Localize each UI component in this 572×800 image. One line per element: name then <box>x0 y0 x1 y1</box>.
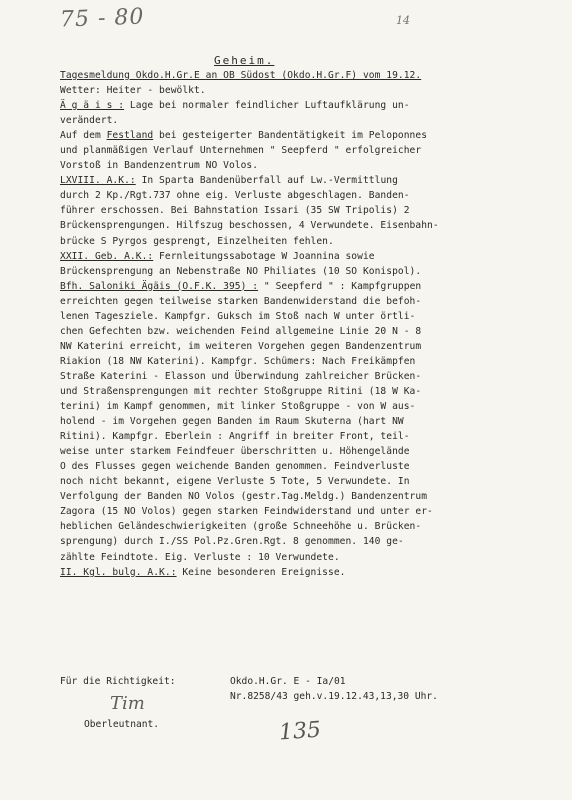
text-line: lenen Tagesziele. Kampfgr. Guksch im Stoß nach W unter örtli- <box>60 310 416 322</box>
line-text: In Sparta Bandenüberfall auf Lw.-Vermittlung <box>135 175 398 187</box>
handwritten-number: 14 <box>396 14 410 27</box>
line-text: " Seepferd " : Kampfgruppen <box>258 280 422 292</box>
text-line <box>60 173 530 188</box>
body-lines <box>60 83 530 580</box>
text-line: durch 2 Kp./Rgt.737 ohne eig. Verluste abgeschlagen. Banden- <box>60 190 410 202</box>
line-text: Fernleitungssabotage W Joannina sowie <box>153 250 375 262</box>
text-line: weise unter starkem Feindfeuer überschritten u. Höhengelände <box>60 446 410 458</box>
text-line <box>60 98 530 113</box>
line-text: Auf dem <box>60 130 107 142</box>
section-label: LXVIII. A.K.: <box>60 175 136 187</box>
text-line: führer erschossen. Bei Bahnstation Issari (35 SW Tripolis) 2 <box>60 205 410 217</box>
text-line <box>60 565 530 580</box>
text-line: verändert. <box>60 115 119 127</box>
text-line: holend - im Vorgehen gegen Banden im Raum Skuterna (hart NW <box>60 416 404 428</box>
document-title: Geheim. <box>214 54 275 67</box>
text-line: und Straßensprengungen mit rechter Stoßgruppe Ritini (18 W Ka- <box>60 385 422 397</box>
text-line: Zagora (15 NO Volos) gegen starken Feindwiderstand und unter er- <box>60 506 433 518</box>
text-line: Wetter: Heiter - bewölkt. <box>60 85 206 97</box>
text-line: Verfolgung der Banden NO Volos (gestr.Tag.Meldg.) Bandenzentrum <box>60 491 428 503</box>
text-line: Brückensprengungen. Hilfszug beschossen, 4 Verwundete. Eisenbahn- <box>60 220 439 232</box>
line-text: Lage bei normaler feindlicher Luftaufklärung un- <box>124 100 410 112</box>
text-line: noch nicht bekannt, eigene Verluste 5 Tote, 5 Verwundete. In <box>60 476 410 488</box>
footer-row-1 <box>60 674 438 689</box>
text-line: Riakion (18 NW Katerini). Kampfgr. Schümers: Nach Freikämpfen <box>60 355 416 367</box>
section-label: Bfh. Saloniki Ägäis (O.F.K. 395) : <box>60 280 259 292</box>
text-line: Vorstoß in Bandenzentrum NO Volos. <box>60 160 259 172</box>
text-line: Straße Katerini - Elasson und Überwindung zahlreicher Brücken- <box>60 370 422 382</box>
text-line: Ritini). Kampfgr. Eberlein : Angriff in breiter Front, teil- <box>60 431 410 443</box>
signature-mark: Tim <box>110 693 145 714</box>
text-line: chen Gefechten bzw. weichenden Feind allgemeine Linie 20 N - 8 <box>60 325 422 337</box>
section-label: II. Kgl. bulg. A.K.: <box>60 566 177 578</box>
line-text: Keine besonderen Ereignisse. <box>176 566 346 578</box>
text-line: erreichten gegen teilweise starken Bandenwiderstand die befoh- <box>60 295 422 307</box>
office-reference: Okdo.H.Gr. E - Ia/01 <box>230 676 346 687</box>
text-line: sprengung) durch I./SS Pol.Pz.Gren.Rgt. 8 genommen. 140 ge- <box>60 536 404 548</box>
certification-label: Für die Richtigkeit: <box>60 676 176 687</box>
document-number: Nr.8258/43 geh.v.19.12.43,13,30 Uhr. <box>230 691 438 702</box>
text-line: brücke S Pyrgos gesprengt, Einzelheiten fehlen. <box>60 235 334 247</box>
text-line: zählte Feindtote. Eig. Verluste : 10 Verwundete. <box>60 551 340 563</box>
text-line: Brückensprengung an Nebenstraße NO Philiates (10 SO Konispol). <box>60 265 422 277</box>
section-label: XXII. Geb. A.K.: <box>60 250 154 262</box>
text-line <box>60 279 530 294</box>
text-line: NW Katerini erreicht, im weiteren Vorgehen gegen Bandenzentrum <box>60 340 422 352</box>
underlined-term: Festland <box>106 130 154 142</box>
handwritten-reference: 75 - 80 <box>59 4 145 33</box>
text-line: O des Flusses gegen weichende Banden genommen. Feindverluste <box>60 461 410 473</box>
report-header-line: Tagesmeldung Okdo.H.Gr.E an OB Südost (Okdo.H.Gr.F) vom 19.12. <box>60 70 422 81</box>
section-label: Ä g ä i s : <box>60 100 125 112</box>
text-line: und planmäßigen Verlauf Unternehmen " Seepferd " erfolgreicher <box>60 145 422 157</box>
text-line: heblichen Geländeschwierigkeiten (große Schneehöhe u. Brücken- <box>60 521 422 533</box>
line-text: bei gesteigerter Bandentätigkeit im Peloponnes <box>153 130 428 142</box>
document-body <box>60 68 530 580</box>
text-line: terini) im Kampf genommen, mit linker Stoßgruppe - von W aus- <box>60 401 416 413</box>
text-line <box>60 249 530 264</box>
text-line <box>60 128 530 143</box>
signer-rank: Oberleutnant. <box>84 719 160 730</box>
handwritten-page-number: 135 <box>278 717 322 746</box>
